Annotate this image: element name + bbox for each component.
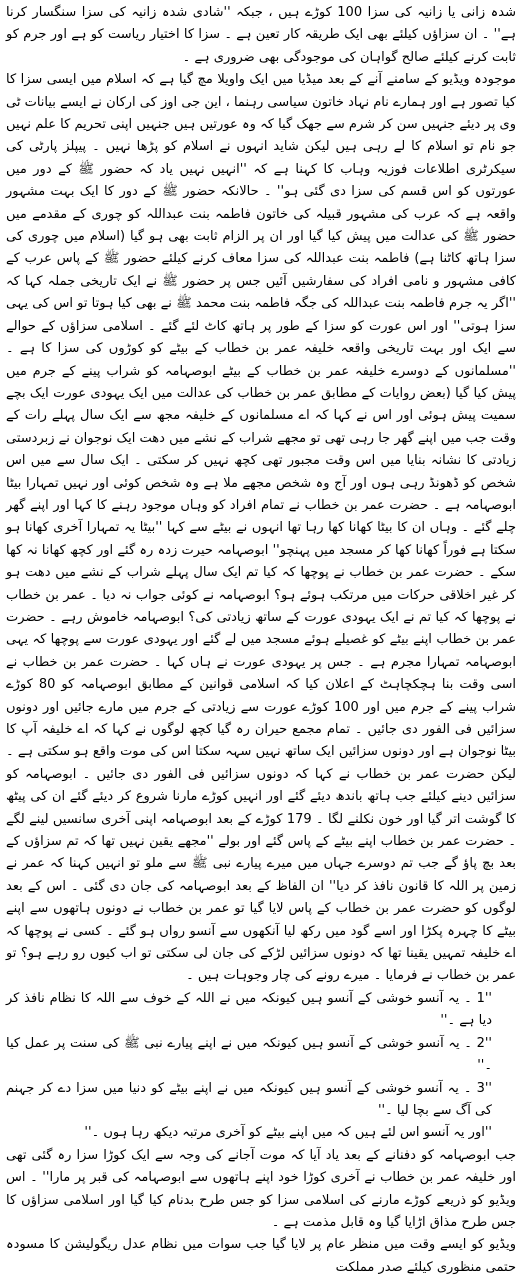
article-paragraph: جب ابوصہامہ کو دفنانے کے بعد یاد آیا کہ موت آجانے کی وجہ سے ایک کوڑا سزا رہ گئی تھی اور خلیفہ عمر بن خطاب نے آخری کوڑا خود اپنے ہاتھوں سے ابوصہامہ کی قبر پر مارا'' ۔ اس ویڈیو کو ذریعے کوڑے مارنے کی اسلامی سزا کو جس طرح بدنام کیا گیا اور اسلامی سزاؤں کا جس طرح مذاق اڑایا گیا وہ قابل مذمت ہے ۔ <box>6 1147 516 1230</box>
reason-item: ''1 ۔ یہ آنسو خوشی کے آنسو ہیں کیونکہ میں نے اللہ کے خوف سے اللہ کا نظام نافذ کر دیا ہے ۔'' <box>6 990 492 1029</box>
article-paragraph: ویڈیو کو ایسے وقت میں منظر عام پر لایا گیا جب سوات میں نظام عدل ریگولیشن کا مسودہ حتمی منظوری کیلئے صدر مملکت <box>6 1237 516 1275</box>
reason-item: ''2 ۔ یہ آنسو خوشی کے آنسو ہیں کیونکہ میں نے اپنے پیارے نبی ﷺ کی سنت پر عمل کیا ۔'' <box>6 1035 492 1074</box>
article-paragraph: شدہ زانی یا زانیہ کی سزا 100 کوڑے ہیں ، جبکہ ''شادی شدہ زانیہ کی سزا سنگسار کرنا ہے'' ۔ ان سزاؤں کیلئے بھی ایک طریقہ کار تعین ہے ۔ سزا کا اختیار ریاست کو ہے اور جرم کو ثابت کرنے کیلئے صالح گواہان کی موجودگی بھی ضروری ہے ۔ <box>6 5 516 65</box>
reasons-list <box>6 988 516 1145</box>
reason-item: ''3 ۔ یہ آنسو خوشی کے آنسو ہیں کیونکہ میں نے اپنے بیٹے کو دنیا میں سزا دے کر جہنم کی آگ سے بچا لیا ۔'' <box>6 1080 492 1118</box>
reason-item: ''اور یہ آنسو اس لئے ہیں کہ میں اپنے بیٹے کو آخری مرتبہ دیکھ رہا ہوں ۔'' <box>84 1125 492 1141</box>
article-paragraph: موجودہ ویڈیو کے سامنے آنے کے بعد میڈیا میں ایک واویلا مچ گیا ہے کہ اسلام میں ایسی سزا کا کیا تصور ہے اور ہمارے نام نہاد خاتون سیاسی رہنما ، این جی اوز کی ارکان نے ایسے بیانات ٹی وی پر دیئے جنہیں سن کر شرم سے جھک گیا کہ وہ عورتیں ہیں جنہیں اپنی تحریم کا علم نہیں جو نام تو اسلام کا لے رہی ہیں لیکن شاید انہوں نے اسلام کو پڑھا نہیں ۔ پیپلز پارٹی کی سیکرٹری اطلاعات فوزیہ وہاب کا کہنا ہے کہ ''انہیں نہیں یاد کہ حضور ﷺ کے دور میں عورتوں کو اس قسم کی سزا دی گئی ہو'' ۔ حالانکہ حضور ﷺ کے دور کا ایک بہت مشہور واقعہ ہے کہ عرب کی مشہور قبیلہ کی خاتون فاطمہ بنت عبداللہ کو چوری کے مقدمے میں حضور ﷺ کی عدالت میں پیش کیا گیا اور ان پر الزام ثابت بھی ہو گیا (اسلام میں چوری کی سزا ہاتھ کاٹنا ہے) فاطمہ بنت عبداللہ کی سزا معاف کرنے کیلئے حضور ﷺ کے پاس عرب کے کافی مشہور و نامی افراد کی سفارشیں آئیں جس پر حضور ﷺ نے ایک تاریخی جملہ کہا کہ ''اگر یہ جرم فاطمہ بنت عبداللہ کی جگہ فاطمہ بنت محمد ﷺ نے بھی کیا ہوتا تو اس کی یہی سزا ہوتی'' اور اس عورت کو سزا کے طور پر ہاتھ کاٹ لئے گئے ۔ اسلامی سزاؤں کے حوالے سے ایک اور بہت تاریخی واقعہ خلیفہ عمر بن خطاب کے بیٹے کو کوڑوں کی سزا کا ہے ۔ ''مسلمانوں کے دوسرے خلیفہ عمر بن خطاب کے بیٹے ابوصہامہ کو شراب پینے کے جرم میں پیش کیا گیا (بعض روایات کے مطابق عمر بن خطاب کی عدالت میں ایک یہودی عورت ایک بچے سمیت پیش ہوئی اور اس نے کہا کہ اے مسلمانوں کے خلیفہ مجھ سے ایک سال پہلے رات کے وقت جب میں اپنے گھر جا رہی تھی تو مجھے شراب کے نشے میں دھت ایک نوجوان نے زبردستی زیادتی کا نشانہ بنایا میں اس وقت مجبور تھی کچھ نہیں کر سکتی ۔ ایک سال سے میں اس شخص کو ڈھونڈ رہی ہوں اور آج وہ شخص مجھے ملا ہے وہ شخص کوئی اور نہیں تمہارا بیٹا ابوصہامہ ہے ۔ حضرت عمر بن خطاب نے تمام افراد کو وہاں موجود رہنے کا کہا اور اپنے گھر چلے گئے ۔ وہاں ان کا بیٹا کھانا کھا رہا تھا انہوں نے بیٹے سے کہا ''بیٹا یہ تمہارا آخری کھانا ہو سکتا ہے فوراً کھانا کھا کر مسجد میں پہنچو'' ابوصہامہ حیرت زدہ رہ گئے اور کچھ کھانا نہ کھا سکے ۔ حضرت عمر بن خطاب نے پوچھا کہ کیا تم ایک سال پہلے شراب کے نشے میں دھت ہو کر غیر اخلاقی حرکات میں مرتکب ہوئے ہو؟ ابوصہامہ نے کوئی جواب نہ دیا ۔ عمر بن خطاب نے پوچھا کہ کیا تم نے ایک یہودی عورت کے ساتھ زیادتی کی؟ ابوصہامہ خاموش رہے ۔ حضرت عمر بن خطاب اپنے بیٹے کو غصیلے ہوئے مسجد میں لے گئے اور یہودی عورت سے پوچھا کہ یہی ابوصہامہ تمہارا مجرم ہے ۔ جس پر یہودی عورت نے ہاں کہا ۔ حضرت عمر بن خطاب نے اسی وقت بنا ہچکچاہٹ کے اعلان کیا کہ اسلامی قوانین کے مطابق ابوصہامہ کو 80 کوڑے شراب پینے کے جرم میں اور 100 کوڑے عورت سے زیادتی کے جرم میں مارے جائیں اور دونوں سزائیں فی الفور دی جائیں ۔ تمام مجمع حیران رہ گیا کچھ لوگوں نے کہا کہ اے خلیفہ آپ کا بیٹا نوجوان ہے اور دونوں سزائیں ایک ساتھ نہیں سہہ سکتا اس کی موت واقع ہو سکتی ہے ۔ لیکن حضرت عمر بن خطاب نے کہا کہ دونوں سزائیں فی الفور دی جائیں ۔ ابوصہامہ کو سزائیں دینے کیلئے جب ہاتھ باندھ دیئے گئے اور انہیں کوڑے مارنا شروع کر دیئے گئے ان کی پیٹھ کا گوشت اتر گیا اور خون نکلنے لگا ۔ 179 کوڑے کے بعد ابوصہامہ اپنی آخری سانسیں لینے لگے ۔ حضرت عمر بن خطاب اپنے بیٹے کے پاس گئے اور بولے ''مجھے یقین نہیں تھا کہ تم سزاؤں کے بعد بچ پاؤ گے جب تم دوسرے جہاں میں میرے پیارے نبی ﷺ سے ملو تو انہیں کہنا کہ عمر نے زمین پر اللہ کا قانون نافذ کر دیا'' ان الفاظ کے بعد ابوصہامہ کی جان دی گئی ۔ اس کے بعد لوگوں کو حضرت عمر بن خطاب کے پاس لایا گیا تو عمر بن خطاب نے دونوں ہاتھوں سے اپنے بیٹے کا چہرہ پکڑا اور اسے گود میں رکھ لیا آنکھوں سے آنسو رواں ہو گئے ۔ کسی نے پوچھا کہ اے خلیفہ تمہیں یقینا تھا کہ دونوں سزائیں لڑکے کی جان لی سکتی تو اب کیوں رو رہے ہو؟ تو عمر بن خطاب نے فرمایا ۔ میرے رونے کی چار وجوہات ہیں ۔ <box>6 72 516 984</box>
